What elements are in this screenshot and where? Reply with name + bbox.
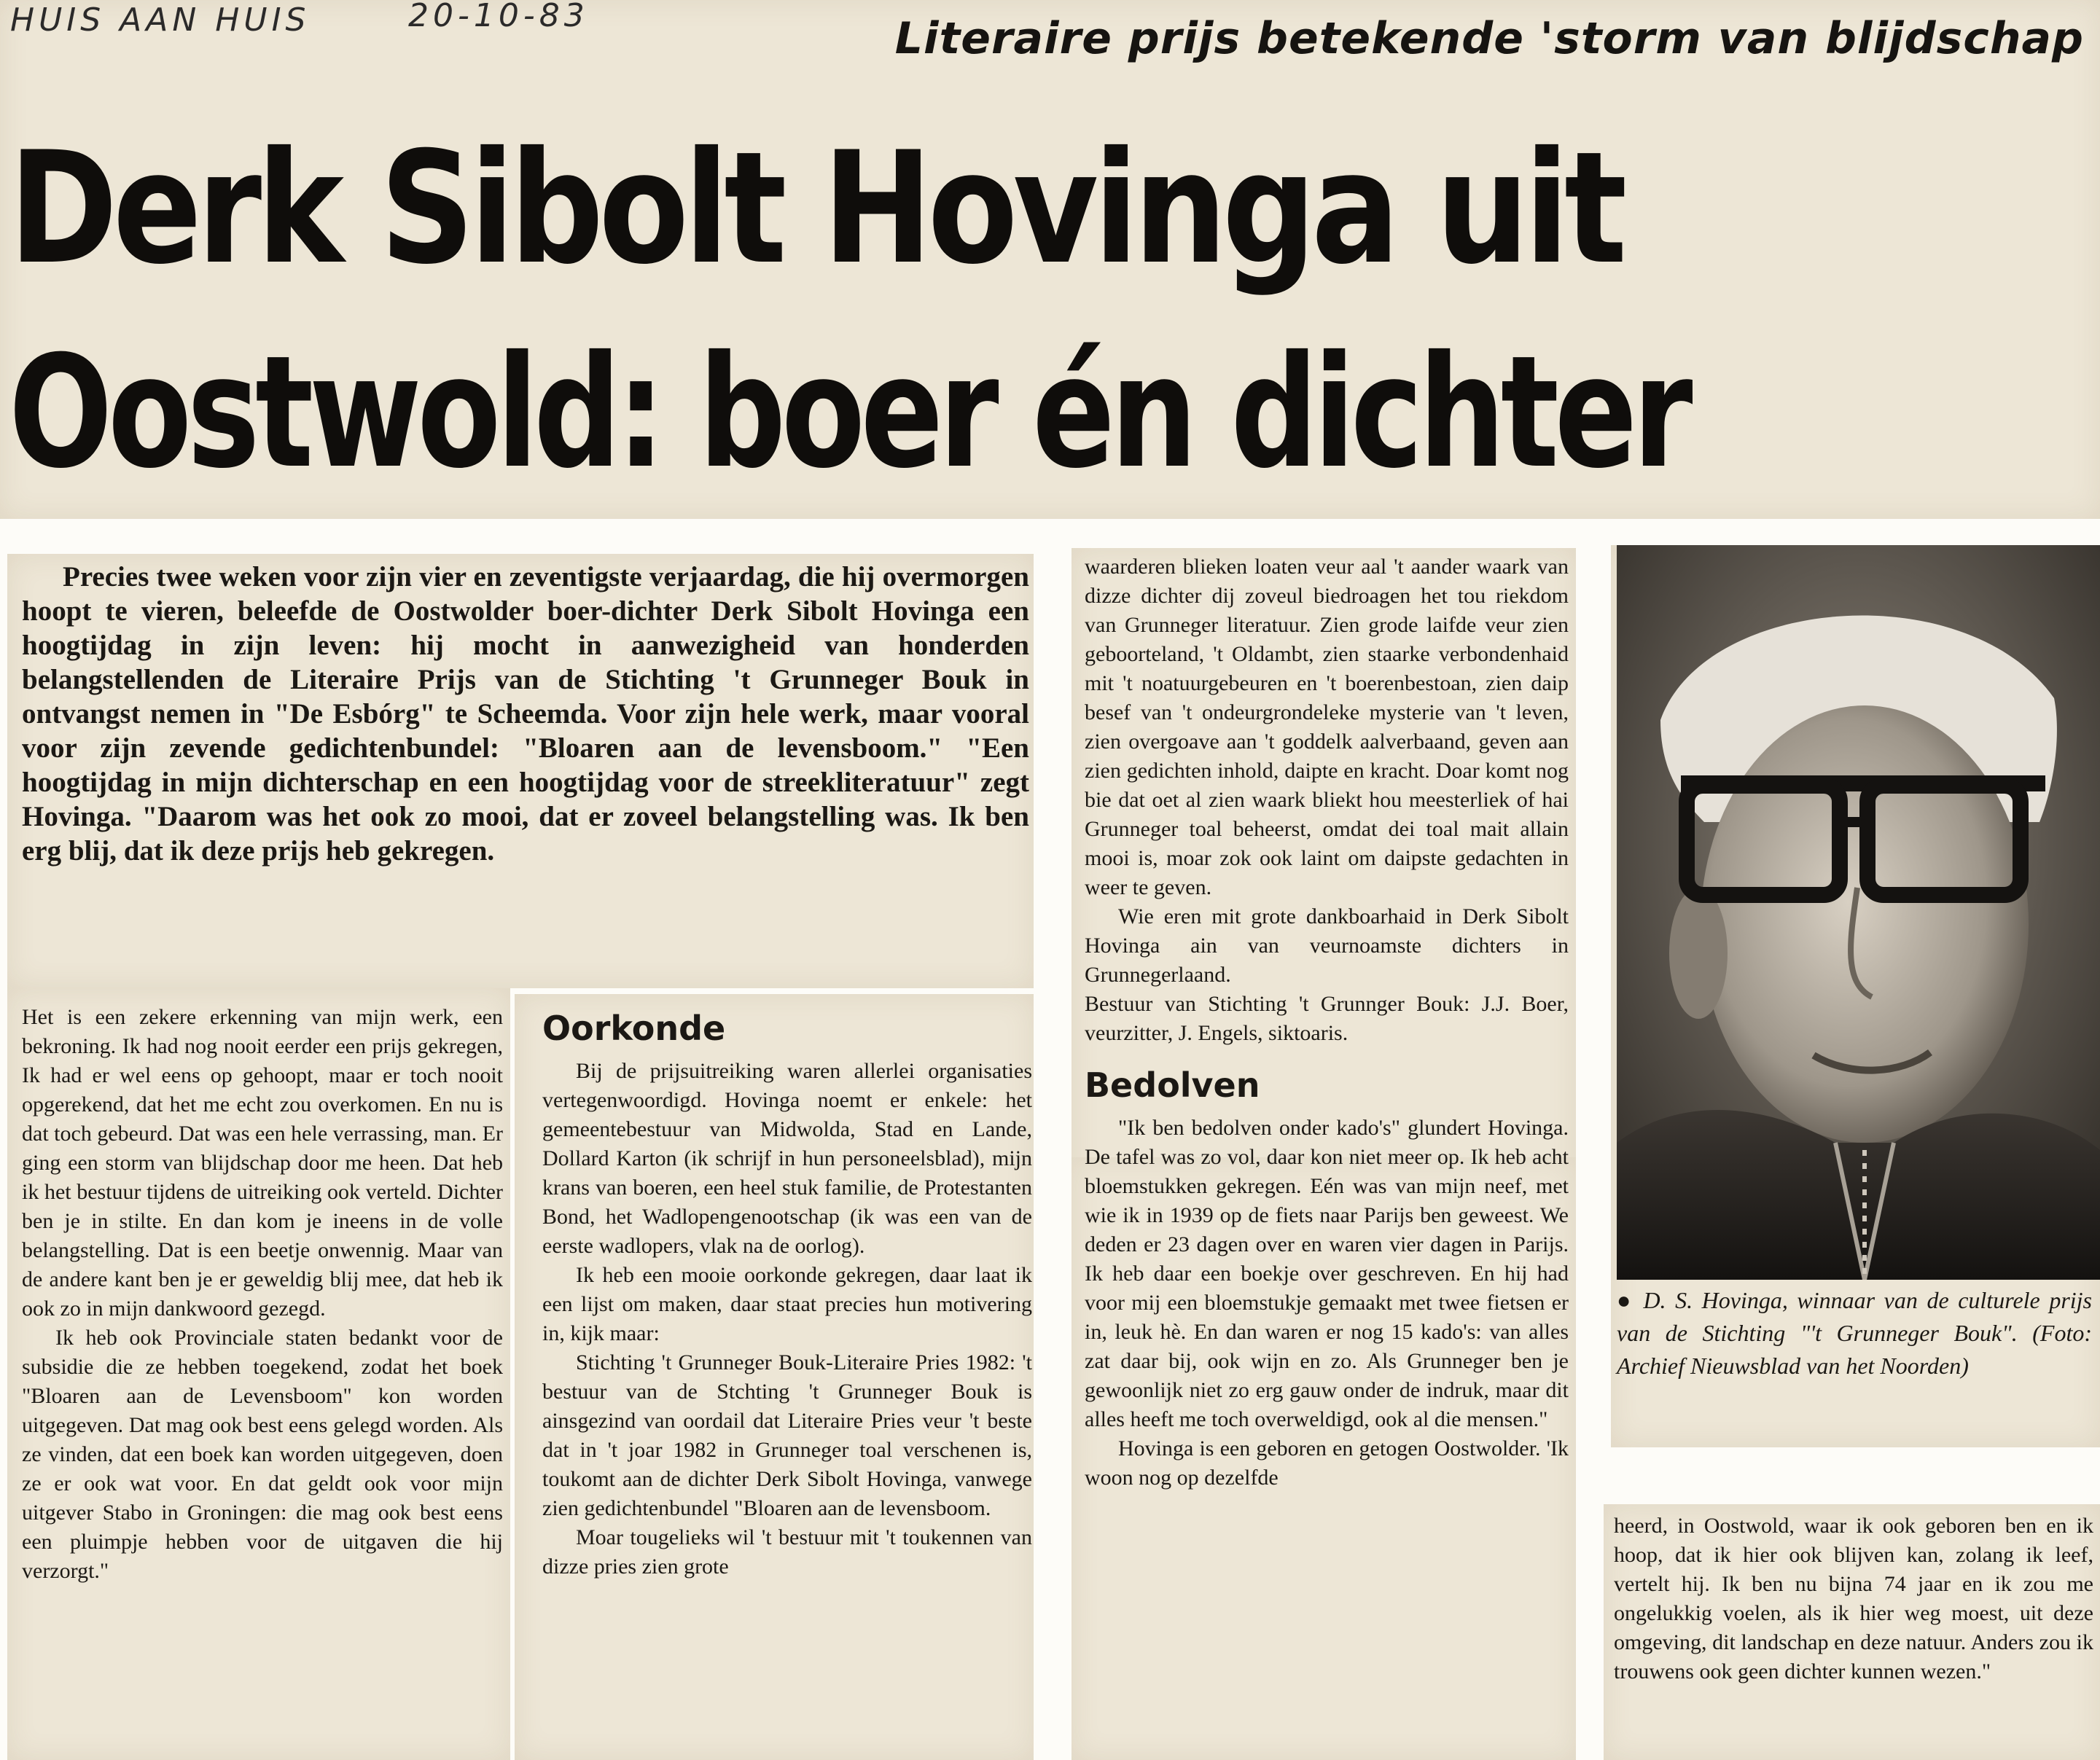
headline-line-2: Oostwold: boer én dichter [9, 322, 1689, 502]
col3-paragraph: waarderen blieken loaten veur aal 't aander waark van dizze dichter dij zoveul biedroagen het tou riekdom van Grunneger literatuur. Zien grode laifde veur zien geboorteland, 't Oldambt, zien staarke verbondenhaid mit 't noatuurgebeuren en 't boerenbestoan, zien daip besef van 't ondeurgrondeleke mysterie van 't leven, zien overgoave aan 't goddelk aalverbaand, geven aan zien gedichten inhold, daipte en kracht. Doar komt nog bie dat oet al zien waark bliekt hou meesterliek of hai Grunneger toal beheerst, omdat dei toal mait allain mooi is, moar zok ook laint om daipste gedachten in weer te geven. [1085, 555, 1569, 899]
column-3 [1085, 552, 1569, 1493]
col3-paragraph: Hovinga is een geboren en getogen Oostwolder. 'Ik woon nog op dezelfde [1085, 1436, 1569, 1490]
handwritten-source: HUIS AAN HUIS [10, 1, 311, 39]
intro-paragraph: Precies twee weken voor zijn vier en zeventigste verjaardag, die hij overmorgen hoopt te vieren, beleefde de Oostwolder boer-dichter Derk Sibolt Hovinga een hoogtijdag in zijn leven: hij mocht in aanwezigheid van honderden belangstellenden de Literaire Prijs van de Stichting 't Grunneger Bouk in ontvangst nemen in "De Esbórg" te Scheemda. Voor zijn hele werk, maar vooral voor zijn zevende gedichtenbundel: "Bloaren aan de levensboom." "Een hoogtijdag in mijn dichterschap en een hoogtijdag voor de streekliteratuur" zegt Hovinga. "Daarom was het ook zo mooi, dat er zoveel belangstelling was. Ik ben erg blij, dat ik deze prijs heb gekregen. [22, 561, 1029, 867]
col1-paragraph: Ik heb ook Provinciale staten bedankt voor de subsidie die ze hebben toegekend, zodat het boek "Bloaren aan de Levensboom" kon worden uitgegeven. Dat mag ook best eens gelegd worden. Als ze vinden, dat een boek kan worden uitgegeven, doen ze er ook wat voor. En dat geldt ook voor mijn uitgever Stabo in Groningen: die mag ook best eens een pluimpje hebben voor de uitgaven die hij verzorgt." [22, 1326, 503, 1583]
col1-paragraph: Het is een zekere erkenning van mijn werk, een bekroning. Ik had nog nooit eerder een prijs gekregen, Ik had er wel eens op gehoopt, maar er toch nooit opgerekend, dat het me echt zou overkomen. En nu is dat toch gebeurd. Dat was een hele verrassing, man. Er ging een storm van blijdschap door me heen. Dat heb ik het bestuur tijdens de uitreiking ook verteld. Dichter ben je in stilte. En dan kom je ineens in de volle belangstelling. Dat is een beetje onwennig. Maar van de andere kant ben je er geweldig blij mee, dat heb ik ook zo in mijn dankwoord gezegd. [22, 1005, 503, 1321]
col2-paragraph: Moar tougelieks wil 't bestuur mit 't toukennen van dizze pries zien grote [542, 1525, 1032, 1579]
col2-paragraph: Stichting 't Grunneger Bouk-Literaire Pries 1982: 't bestuur van de Stchting 't Grunneger Bouk is ainsgezind van oordail dat Literaire Pries veur 't beste dat in 't joar 1982 in Grunneger toal verschenen is, toukomt aan de dichter Derk Sibolt Hovinga, vanwege zien gedichtenbundel "Bloaren aan de levensboom. [542, 1350, 1032, 1520]
portrait-photo [1617, 545, 2100, 1280]
col4-paragraph: heerd, in Oostwold, waar ik ook geboren ben en ik hoop, dat ik hier ook blijven kan, zolang ik leef, vertelt hij. Ik ben nu bijna 74 jaar en ik zou me ongelukkig voelen, als ik hier weg moest, uit deze omgeving, dit landschap en deze natuur. Anders zou ik trouwens ook geen dichter kunnen wezen." [1614, 1514, 2093, 1683]
column-4 [1614, 1511, 2093, 1686]
col3-paragraph: Wie eren mit grote dankboarhaid in Derk Sibolt Hovinga ain van veurnoamste dichters in Grunnegerlaand. [1085, 904, 1569, 987]
portrait-photo-icon [1617, 545, 2100, 1280]
column-1 [22, 1003, 503, 1586]
col2-paragraph: Ik heb een mooie oorkonde gekregen, daar laat ik een lijst om maken, daar staat precies hun motivering in, kijk maar: [542, 1263, 1032, 1345]
heading-oorkonde: Oorkonde [542, 1009, 726, 1048]
column-2 [542, 1003, 1032, 1581]
col3-paragraph: "Ik ben bedolven onder kado's" glundert Hovinga. De tafel was zo vol, daar kon niet meer op. Ik heb acht bloemstukken gekregen. Eén was van mijn neef, met wie ik in 1939 op de fiets naar Parijs ben geweest. We deden er 23 dagen over en waren vier dagen in Parijs. Ik heb daar een boekje over geschreven. En hij had voor mij een bloemstukje gemaakt met twee fietsen er in, leuk hè. En dan waren er nog 15 kado's: van alles zat daar bij, ook wijn en zo. Als Grunneger ben je gewoonlijk niet zo erg gauw onder de indruk, maar dit alles heeft me toch overweldigd, ook al die mensen." [1085, 1116, 1569, 1431]
col3-signature: Bestuur van Stichting 't Grunnger Bouk: J.J. Boer, veurzitter, J. Engels, siktoaris. [1085, 992, 1569, 1045]
headline-line-1: Derk Sibolt Hovinga uit [9, 118, 1623, 298]
photo-caption-text: ● D. S. Hovinga, winnaar van de culturele prijs van de Stichting "'t Grunneger Bouk". (Foto: Archief Nieuwsblad van het Noorden) [1617, 1287, 2092, 1379]
photo-caption [1617, 1284, 2092, 1382]
handwritten-date: 20-10-83 [408, 0, 589, 34]
kicker: Literaire prijs betekende 'storm van blijdschap [894, 13, 2084, 64]
col2-paragraph: Bij de prijsuitreiking waren allerlei organisaties vertegenwoordigd. Hovinga noemt er enkele: het gemeentebestuur van Midwolda, Stad en Lande, Dollard Karton (ik schrijf in hun personeelsblad), mijn krans van boeren, een heel stuk familie, de Protestanten Bond, het Wadlopengenootschap (ik was een van de eerste wadlopers, vlak na de oorlog). [542, 1059, 1032, 1258]
intro-paragraph-block [22, 560, 1029, 868]
heading-bedolven: Bedolven [1085, 1065, 1260, 1105]
